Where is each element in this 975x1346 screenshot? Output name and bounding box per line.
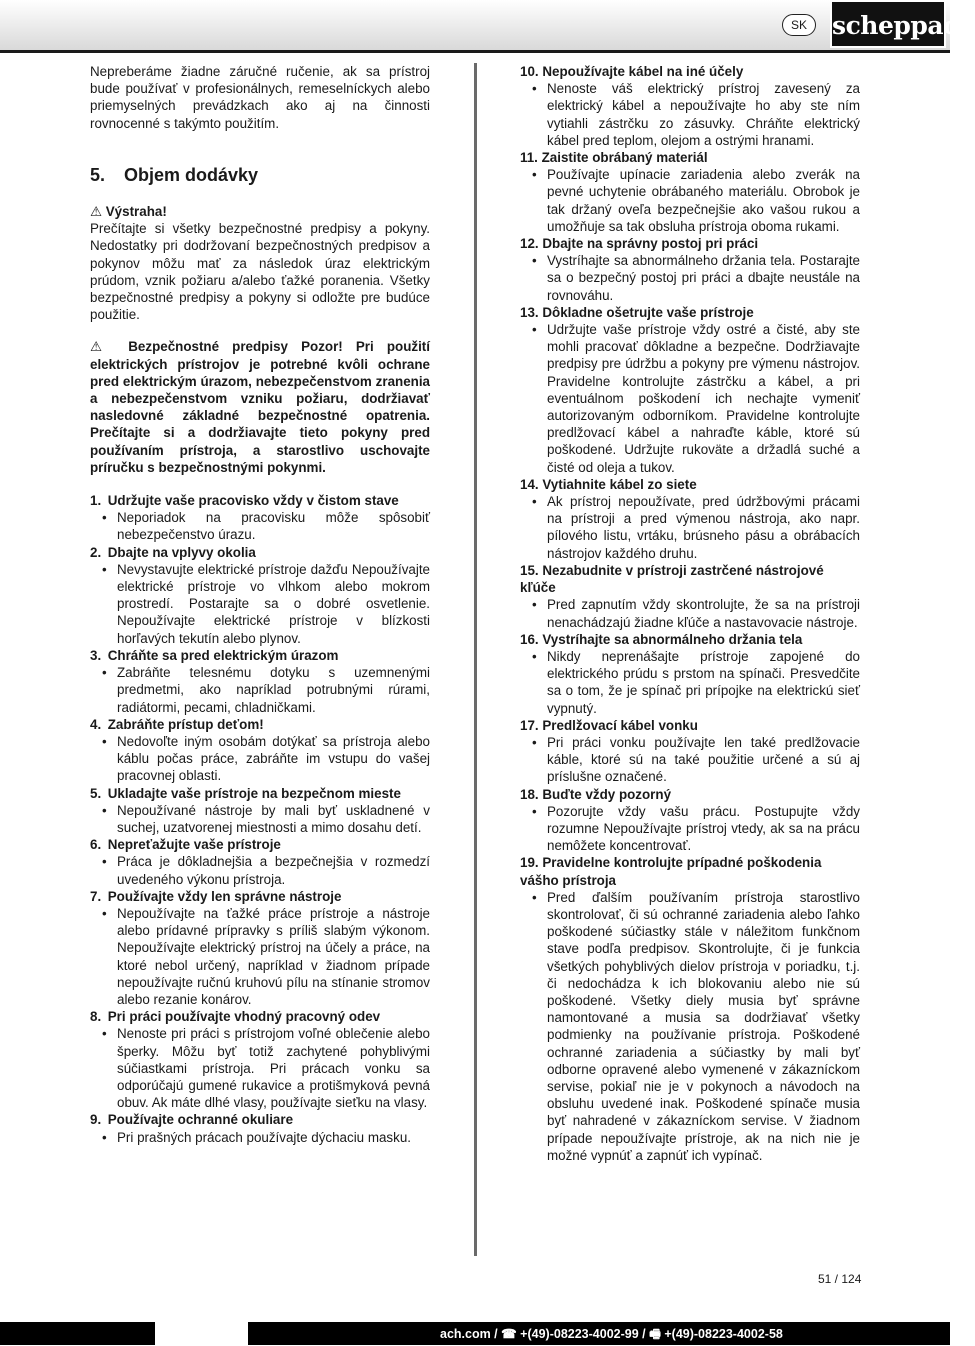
instruction-title — [90, 888, 430, 905]
instruction-bullet-text: Vystríhajte sa abnormálneho držania tela. Postarajte sa o bezpečný postoj pri práci a dbajte neustále na rovnováhu. — [547, 253, 860, 303]
instruction-bullet-text: Pri prašných prácach používajte dýchaciu masku. — [117, 1129, 411, 1145]
instruction-title — [520, 631, 860, 648]
instruction-title-text: Používajte ochranné okuliare — [107, 1112, 294, 1128]
instruction-bullet — [90, 802, 430, 836]
bullet-dot: • — [102, 1129, 107, 1145]
bullet-dot: • — [532, 648, 537, 664]
instruction-number: 13. — [520, 304, 539, 320]
instruction-title-text: Pri práci používajte vhodný pracovný odev — [107, 1009, 381, 1025]
bullet-dot: • — [532, 734, 537, 750]
instruction-bullet-text: Nedovoľte iným osobám dotýkať sa prístroja alebo káblu počas práce, zabráňte im vstupu do vašej pracovnej oblasti. — [117, 733, 430, 784]
instruction-title — [520, 304, 860, 321]
instruction-title-text: Ukladajte vaše prístroje na bezpečnom mieste — [107, 785, 401, 801]
safety-text: Bezpečnostné predpisy Pozor! Pri použití elektrických prístrojov je potrebné kvôli ochrane pred elektrickým úrazom, nebezpečenstvom zranenia a nebezpečenstvom vzniku požiaru, dodržiavať nasledovné základné bezpečnostné opatrenia. Prečítajte si a dodržiavajte tieto pokyny pred používaním prístroja, a starostlivo uschovajte príručku s bezpečnostnými pokynmi. — [90, 339, 430, 475]
instruction-number: 14. — [520, 476, 539, 492]
column-divider — [474, 63, 477, 1256]
instruction-bullet-text: Nikdy neprenášajte prístroje zapojené do elektrického prúdu s prstom na spínači. Presvedčite sa o tom, že je spínač pri prípojke na elektrickú sieť vypnutý. — [547, 648, 860, 716]
instruction-title-text: Zaistite obrábaný materiál — [541, 150, 708, 166]
instruction-number: 2. — [90, 544, 102, 560]
bullet-dot: • — [102, 802, 107, 818]
bullet-dot: • — [102, 561, 107, 577]
instruction-number: 12. — [520, 236, 539, 252]
instruction-bullet — [90, 853, 430, 887]
instruction-number: 5. — [90, 785, 102, 801]
bullet-dot: • — [532, 167, 537, 183]
instruction-bullet — [90, 1129, 430, 1146]
bullet-dot: • — [102, 1026, 107, 1042]
instruction-title — [520, 235, 860, 252]
instruction-title-text: Nepoužívajte kábel na iné účely — [542, 64, 744, 79]
instruction-title — [90, 785, 430, 802]
instruction-title-text: Vystríhajte sa abnormálneho držania tela — [542, 631, 803, 647]
instruction-bullet-text: Pri práci vonku používajte len také predlžovacie káble, ktoré sú na také použitie určené a sú aj príslušne označené. — [547, 734, 860, 785]
instruction-title-text: Zabráňte prístup deťom! — [107, 716, 264, 732]
instruction-bullet-text: Nenoste váš elektrický prístroj zavesený za elektrický kábel a nepoužívajte ho aby ste ním vytiahli zástrčku zo zásuvky. Chráňte elektrický kábel pred teplom, olejom a ostrými hranami. — [547, 81, 860, 148]
instruction-bullet-text: Nepoužívajte na ťažké práce prístroje a nástroje alebo prídavné prípravky s príliš slabým výkonom. Nepoužívajte elektrický prístroj na účely a práce, na ktoré nebol určený, napríklad v žiadnom prípade nepoužívajte ručnú kruhovú pílu na stínanie stromov alebo rezanie konárov. — [117, 905, 430, 1007]
instruction-title — [520, 63, 860, 80]
bullet-dot: • — [532, 889, 537, 905]
instruction-title-text: Dbajte na vplyvy okolia — [107, 544, 256, 560]
bullet-dot: • — [532, 253, 537, 269]
left-instruction-list — [90, 492, 430, 1146]
instruction-number: 17. — [520, 717, 539, 733]
safety-paragraph — [90, 338, 430, 476]
instruction-bullet-text: Pred ďalším používaním prístroja starostlivo skontrolovať, či sú ochranné zariadenia alebo ľahko poškodené súčiastky stále v náležitom funkčnom stave podľa predpisov. Skontrolujte, či je funkcia všetkých pohyblivých dielov prístroja v poriadku, t.j. či nedochádza k ich blokovaniu alebo nie sú poškodené. Všetky diely musia byť správne namontované a musia sa dodržiavať všetky podmienky na používanie prístroja. Poškodené ochranné zariadenia a súčiastky by mali byť odborne opravené alebo vymenené v zákazníckom servise, pokiaľ nie je v pokynoch a návodoch na obsluhu uvedené inak. Poškodené spínače musia byť nahradené v zákazníckom servise. V žiadnom prípade nepoužívajte prístroje, ak na nich nie je možné vypnúť a zapnúť ich vypínač. — [547, 889, 860, 1163]
bullet-dot: • — [532, 494, 537, 510]
instruction-bullet-text: Práca je dôkladnejšia a bezpečnejšia v rozmedzí uvedeného výkonu prístroja. — [117, 854, 430, 887]
instruction-bullet — [520, 596, 860, 630]
section-number: 5. — [90, 164, 106, 185]
instruction-title-text: Chráňte sa pred elektrickým úrazom — [107, 647, 339, 663]
instruction-bullet-text: Udržujte vaše prístroje vždy ostré a čisté, aby ste mohli pracovať dôkladne a bezpečne. Dodržiavajte predpisy pre údržbu a pokyny pre výmenu nástrojov. Pravidelne kontrolujte zástrčku a kábel, a pri eventuálnom poškodení ich nechajte vymeniť autorizovaným odborníkom. Pravidelne kontrolujte predlžovací kábel a nahraďte káble, ktoré sú poškodené. Udržujte rukoväte a držadlá suché a čisté od oleja a tukov. — [547, 322, 860, 475]
instruction-title-text: Buďte vždy pozorný — [542, 786, 672, 802]
instruction-bullet — [520, 252, 860, 304]
instruction-bullet-text: Používajte upínacie zariadenia alebo zverák na pevné uchytenie obrábaného materiálu. Obrobok je tak držaný oveľa bezpečnejšie ako vašou rukou a umožňuje sa tak obsluha prístroja oboma rukami. — [547, 167, 860, 234]
instruction-bullet — [520, 321, 860, 476]
instruction-bullet — [520, 734, 860, 786]
instruction-title-text: Vytiahnite kábel zo siete — [542, 476, 697, 492]
section-title: Objem dodávky — [124, 164, 259, 185]
instruction-number: 3. — [90, 647, 102, 663]
instruction-bullet — [520, 889, 860, 1164]
instruction-bullet — [90, 664, 430, 716]
instruction-number: 15. — [520, 562, 539, 578]
instruction-bullet-text: Pozorujte vždy vašu prácu. Postupujte vždy rozumne Nepoužívajte prístroj vtedy, ak sa na prácu nemôžete koncentrovať. — [547, 803, 860, 854]
instruction-title — [90, 544, 430, 561]
warning-title: Výstraha! — [105, 204, 167, 220]
instruction-number: 9. — [90, 1112, 102, 1128]
instruction-number: 11. — [520, 150, 538, 166]
instruction-title — [90, 1008, 430, 1025]
instruction-title-text: Pravidelne kontrolujte prípadné poškodenia vášho prístroja — [520, 855, 822, 888]
footer-contact: ach.com / ☎ +(49)-08223-4002-99 / 🖷 +(49)-08223-4002-58 — [440, 1327, 783, 1341]
instruction-number: 18. — [520, 786, 539, 802]
instruction-title-text: Nepreťažujte vaše prístroje — [107, 837, 281, 853]
bullet-dot: • — [102, 665, 107, 681]
instruction-bullet-text: Nevystavujte elektrické prístroje dažďu Nepoužívajte elektrické prístroje vo vlhkom alebo mokrom prostredí. Postarajte sa o dobré osvetlenie. Nepoužívajte elektrické prístroje v blízkosti horľavých tekutín alebo plynov. — [117, 561, 430, 646]
instruction-bullet-text: Nepoužívané nástroje by mali byť uskladnené v suchej, uzatvorenej miestnosti a mimo dosahu detí. — [117, 802, 430, 835]
instruction-number: 4. — [90, 716, 102, 732]
instruction-bullet-text: Pred zapnutím vždy skontrolujte, že sa na prístroji nenachádzajú žiadne kľúče a nastavovacie nástroje. — [547, 597, 860, 630]
bullet-dot: • — [532, 803, 537, 819]
instruction-number: 16. — [520, 631, 539, 647]
warning-text: Prečítajte si všetky bezpečnostné predpisy a pokyny. Nedostatky pri dodržovaní bezpečnostných predpisov a pokynov môžu mať za následok úraz elektrickým prúdom, vznik požiaru a/alebo ťažké poranenia. Všetky bezpečnostné predpisy a pokyny si odložte pre budúce použitie. — [90, 221, 430, 323]
instruction-title — [520, 717, 860, 734]
instruction-bullet-text: Zabráňte telesnému dotyku s uzemnenými predmetmi, ako napríklad potrubnými rúrami, radiátormi, pecami, chladničkami. — [117, 665, 430, 715]
instruction-bullet — [520, 493, 860, 562]
instruction-bullet — [520, 166, 860, 235]
instruction-number: 1. — [90, 493, 102, 509]
right-instruction-list — [520, 63, 860, 1164]
bullet-dot: • — [532, 81, 537, 97]
intro-paragraph: Nepreberáme žiadne záručné ručenie, ak sa prístroj bude používať v profesionálnych, remeselníckych alebo priemyselných prevádzkach ako aj na činnosti rovnocenné s takýmto použitím. — [90, 64, 430, 131]
instruction-bullet — [520, 803, 860, 855]
header-rule — [0, 50, 950, 53]
instruction-number: 10. — [520, 64, 539, 79]
instruction-bullet — [520, 648, 860, 717]
footer-gap — [155, 1322, 248, 1345]
instruction-number: 8. — [90, 1009, 102, 1025]
instruction-title — [520, 149, 860, 166]
instruction-bullet-text: Ak prístroj nepoužívate, pred údržbovými prácami na prístroji a pred výmenou nástroja, ako napr. pílového listu, vrtáku, brúsneho pásu a obrábacích nástrojov každého druhu. — [547, 494, 860, 561]
bullet-dot: • — [102, 854, 107, 870]
instruction-bullet — [90, 733, 430, 785]
instruction-title — [520, 786, 860, 803]
instruction-number: 7. — [90, 888, 102, 904]
bullet-dot: • — [102, 733, 107, 749]
instruction-title-text: Používajte vždy len správne nástroje — [107, 888, 342, 904]
left-column — [90, 63, 430, 1146]
instruction-title-text: Udržujte vaše pracovisko vždy v čistom stave — [107, 493, 399, 509]
instruction-bullet — [520, 80, 860, 149]
instruction-bullet — [90, 905, 430, 1008]
instruction-bullet — [90, 1025, 430, 1111]
instruction-title-text: Predlžovací kábel vonku — [542, 717, 698, 733]
instruction-title-text: Dôkladne ošetrujte vaše prístroje — [542, 304, 754, 320]
warning-icon: ⚠ — [90, 339, 103, 355]
instruction-title — [90, 716, 430, 733]
instruction-title — [520, 854, 860, 888]
instruction-bullet — [90, 509, 430, 543]
instruction-title — [520, 562, 860, 596]
warning-heading — [90, 203, 430, 220]
language-badge: SK — [782, 14, 816, 36]
bullet-dot: • — [532, 322, 537, 338]
instruction-title — [520, 476, 860, 493]
instruction-title — [90, 1111, 430, 1128]
bullet-dot: • — [102, 905, 107, 921]
instruction-bullet — [90, 561, 430, 647]
instruction-title — [90, 647, 430, 664]
page-number: 51 / 124 — [818, 1272, 862, 1286]
instruction-number: 6. — [90, 837, 102, 853]
instruction-title — [90, 836, 430, 853]
instruction-title-text: Dbajte na správny postoj pri práci — [542, 236, 759, 252]
warning-icon: ⚠ — [90, 204, 103, 220]
instruction-bullet-text: Neporiadok na pracovisku môže spôsobiť nebezpečenstvo úrazu. — [117, 510, 430, 543]
right-column — [520, 63, 860, 1164]
section-heading — [90, 164, 430, 185]
instruction-bullet-text: Nenoste pri práci s prístrojom voľné oblečenie alebo šperky. Môžu byť totiž zachytené pohyblivými súčiastkami prístroja. Pri prácach vonku sa odporúčajú gumené rukavice a protišmyková pevná obuv. Ak máte dlhé vlasy, používajte sieťku na vlasy. — [117, 1026, 430, 1111]
bullet-dot: • — [102, 510, 107, 526]
scheppach-logo: scheppach — [830, 0, 946, 48]
instruction-number: 19. — [520, 855, 539, 871]
instruction-title — [90, 492, 430, 509]
bullet-dot: • — [532, 597, 537, 613]
instruction-title-text: Nezabudnite v prístroji zastrčené nástrojové kľúče — [520, 562, 824, 596]
